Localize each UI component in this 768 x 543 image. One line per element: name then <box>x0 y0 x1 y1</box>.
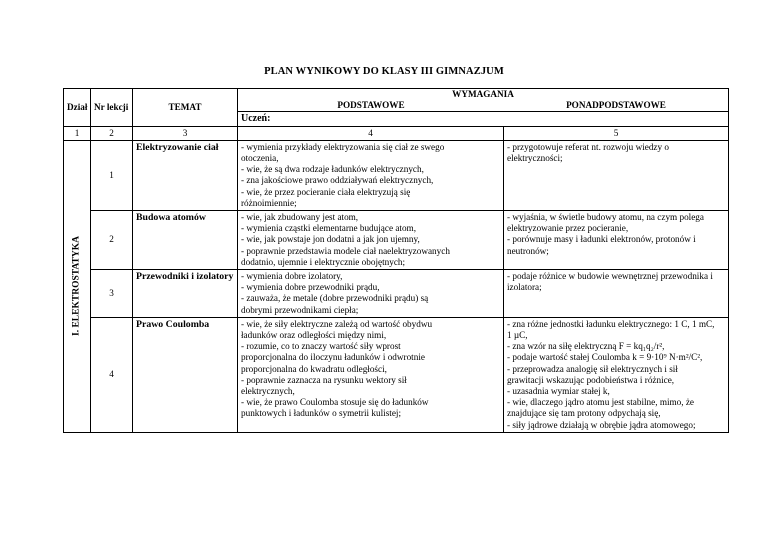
requirement-line: - wymienia dobre izolatory, <box>241 271 343 282</box>
requirement-line: - zauważa, że metale (dobre przewodniki prądu) są <box>241 293 429 304</box>
requirement-line: - rozumie, co to znaczy wartość siły wprost <box>241 341 401 352</box>
requirement-line: proporcjonalna do iloczynu ładunków i odwrotnie <box>241 352 425 363</box>
page-title: PLAN WYNIKOWY DO KLASY III GIMNAZJUM <box>264 66 504 77</box>
requirement-line: znajdujące się tam protony odpychają się, <box>507 408 661 419</box>
requirement-line: - siły jądrowe działają w obrębie jądra atomowego; <box>507 419 696 430</box>
header-uczen: Uczeń: <box>238 112 729 126</box>
requirement-line: elektryczności; <box>507 153 563 164</box>
column-number-row <box>64 126 729 140</box>
requirement-line: - wie, jak zbudowany jest atom, <box>241 212 359 223</box>
requirement-line: - wymienia przykłady elektryzowania się ciał ze swego <box>241 141 445 152</box>
requirement-line: - wyjaśnia, w świetle budowy atomu, na czym polega <box>507 212 704 223</box>
requirement-line: - zna różne jednostki ładunku elektrycznego: 1 C, 1 mC, <box>507 318 715 329</box>
requirement-line: - wymienia dobre przewodniki prądu, <box>241 282 380 293</box>
requirement-line: proporcjonalna do kwadratu odległości, <box>241 363 387 374</box>
table-row <box>64 211 729 270</box>
lesson-topic: Elektryzowanie ciał <box>133 140 238 210</box>
requirement-line: - podaje wartość stałej Coulomba k = 9·10⁹ N·m²/C², <box>507 352 703 363</box>
requirement-line: - wie, dlaczego jądro atomu jest stabilne, mimo, że <box>507 397 695 408</box>
col-number: 1 <box>64 126 91 140</box>
header-dzial: Dział <box>64 89 91 127</box>
requirement-line: - poprawnie przedstawia modele ciał naelektryzowanych <box>241 245 450 256</box>
col-number: 4 <box>238 126 504 140</box>
lesson-topic: Przewodniki i izolatory <box>133 270 238 318</box>
header-podstawowe: PODSTAWOWE <box>337 100 405 111</box>
requirement-line: różnoimiennie; <box>241 197 297 208</box>
advanced-requirements <box>504 211 729 270</box>
header-wymagania-label: WYMAGANIA <box>452 89 514 99</box>
requirement-line: - wie, że są dwa rodzaje ładunków elektrycznych, <box>241 164 424 175</box>
lesson-topic: Prawo Coulomba <box>133 317 238 432</box>
requirement-line: - porównuje masy i ładunki elektronów, protonów i <box>507 234 696 245</box>
section-cell <box>64 140 91 432</box>
basic-requirements <box>238 140 504 210</box>
requirement-line: - wie, że prawo Coulomba stosuje się do ładunków <box>241 397 429 408</box>
table-row <box>64 270 729 318</box>
requirement-line: - zna wzór na siłę elektryczną F = kq₁q₂/r², <box>507 341 665 352</box>
header-nr-lekcji: Nr lekcji <box>91 89 133 127</box>
requirement-line: - poprawnie zaznacza na rysunku wektory sił <box>241 374 407 385</box>
col-number: 2 <box>91 126 133 140</box>
basic-requirements <box>238 317 504 432</box>
lesson-number: 3 <box>91 270 133 318</box>
requirement-line: - wie, że siły elektryczne zależą od wartość obydwu <box>241 318 433 329</box>
col-number: 3 <box>133 126 238 140</box>
advanced-requirements <box>504 140 729 210</box>
plan-table <box>63 88 729 433</box>
requirement-line: izolatora; <box>507 282 542 293</box>
requirement-line: dobrymi przewodnikami ciepła; <box>241 304 359 315</box>
lesson-topic: Budowa atomów <box>133 211 238 270</box>
requirement-line: - podaje różnice w budowie wewnętrznej przewodnika i <box>507 271 713 282</box>
requirement-line: - wie, że przez pocieranie ciała elektryzują się <box>241 186 411 197</box>
requirement-line: - uzasadnia wymiar stałej k, <box>507 386 610 397</box>
requirement-line: - wie, jak powstaje jon dodatni a jak jon ujemny, <box>241 234 420 245</box>
requirement-line: - zna jakościowe prawo oddziaływań elektrycznych, <box>241 175 434 186</box>
requirement-line: ładunków oraz odległości między nimi, <box>241 330 387 341</box>
requirement-line: otoczenia, <box>241 153 279 164</box>
header-wymagania <box>238 89 729 112</box>
header-temat: TEMAT <box>133 89 238 127</box>
requirement-line: - wymienia cząstki elementarne budujące atom, <box>241 223 416 234</box>
advanced-requirements <box>504 317 729 432</box>
lesson-number: 4 <box>91 317 133 432</box>
section-label: I. ELEKTROSTATYKA <box>71 236 82 337</box>
table-row <box>64 317 729 432</box>
lesson-number: 2 <box>91 211 133 270</box>
requirement-line: neutronów; <box>507 245 549 256</box>
basic-requirements <box>238 270 504 318</box>
requirement-line: dodatnio, ujemnie i elektrycznie obojętnych; <box>241 256 406 267</box>
advanced-requirements <box>504 270 729 318</box>
requirement-line: - przeprowadza analogię sił elektrycznych i sił <box>507 363 678 374</box>
requirement-line: grawitacji wskazując podobieństwa i różnice, <box>507 374 675 385</box>
requirement-line: elektrycznych, <box>241 386 295 397</box>
lesson-number: 1 <box>91 140 133 210</box>
basic-requirements <box>238 211 504 270</box>
requirement-line: 1 µC, <box>507 330 528 341</box>
requirement-line: elektryzowanie przez pocieranie, <box>507 223 629 234</box>
requirement-line: punktowych i ładunków o symetrii kulistej; <box>241 408 402 419</box>
requirement-line: - przygotowuje referat nt. rozwoju wiedzy o <box>507 141 669 152</box>
col-number: 5 <box>504 126 729 140</box>
table-row <box>64 140 729 210</box>
header-ponadpodstawowe: PONADPODSTAWOWE <box>566 100 666 111</box>
